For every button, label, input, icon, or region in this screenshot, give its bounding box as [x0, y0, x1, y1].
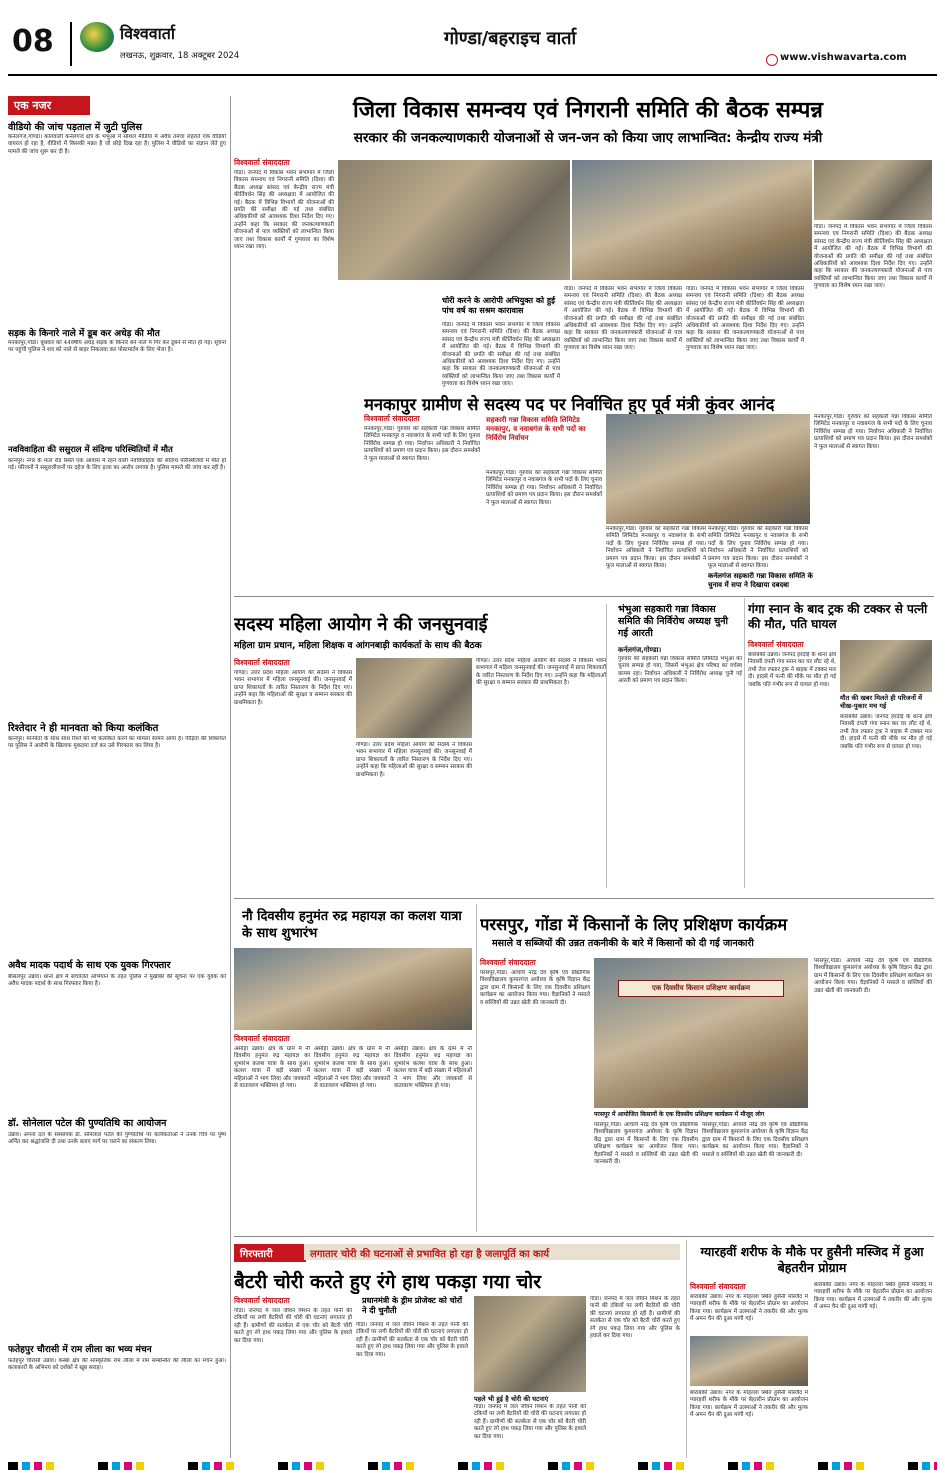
column-rule: [476, 904, 477, 1232]
mahila-body-column: गोण्डा। उत्तर प्रदेश महिला आयोग की सदस्य ने विकास भवन सभागार में महिला जनसुनवाई की। जनसुनवाई में प्राप्त शिकायतों के त्वरित निस्तारण के निर्देश दिए गए। उन्होंने कहा कि महिलाओं की सुरक्षा व सम्मान सरकार की प्राथमिकता है।: [356, 742, 472, 778]
prashikshan-photo: [594, 958, 808, 1108]
lead-body-column: गोंडा। जनपद में विकास भवन सभागार में जिला विकास समन्वय एवं निगरानी समिति (दिशा) की बैठक अध्यक्ष सांसद एवं केन्द्रीय राज्य मंत्री कीर्तिवर्धन सिंह की अध्यक्षता में आयोजित की गई। बैठक में विभिन्न विभागों की योजनाओं की प्रगति की समीक्षा की गई तथा संबंधित अधिकारियों को आवश्यक दिशा निर्देश दिए गए। उन्होंने कहा कि सरकार की जनकल्याणकारी योजनाओं से पात्र व्यक्तियों को लाभान्वित किया जाए तथा विकास कार्यों में गुणवत्ता का विशेष ध्यान रखा जाए।: [564, 286, 682, 352]
jalapurti-byline: विश्ववार्ता संवाददाता: [234, 1296, 290, 1305]
sidebar-item-title: फतेहपुर चौरासी में राम लीला का भव्य मंचन: [8, 1345, 152, 1355]
lead-sub-title: चोरी करने के आरोपी अभियुक्त को हुई पांच वर्ष का सश्रम कारावास: [442, 296, 556, 315]
husaini-byline: विश्ववार्ता संवाददाता: [690, 1282, 746, 1291]
sidebar-item-body: फतेहपुर चौरासी उन्नाव। कस्बा क्षेत्र की सांस्कृतिक राम लीला में राम सम्बन्धित की लीला का मंचन हुआ। कलाकारों के अभिनय को दर्शकों ने खूब सराहा।: [8, 1358, 226, 1372]
arrest-tag: गिरफ्तारी: [234, 1244, 306, 1262]
jalapurti-body-column: गोंडा। जनपद में जल जीवन मिशन के तहत पानी की टंकियों पर लगी बैटरियों की चोरी की घटनाएं लगातार हो रही हैं। ग्रामीणों की सतर्कता से एक चोर को बैटरी चोरी करते हुए रंगे हाथ पकड़ लिया गया और पुलिस के हवाले कर दिया गया।: [356, 1322, 468, 1358]
mankapur-body-column: मनकापुर,गोंडा। गुरुवार को सहकारी गन्ना विकास समिति लिमिटेड मनकापुर व नवाबगंज के सभी पदों के लिए चुनाव निर्विरोध सम्पन्न हो गया। निर्वाचन अधिकारी ने निर्वाचित प्रत्याशियों को प्रमाण पत्र प्रदान किया। इस दौरान समर्थकों ने फूल मालाओं से स्वागत किया।: [708, 526, 808, 570]
page-number: 08: [12, 24, 54, 59]
prashikshan-byline: विश्ववार्ता संवाददाता: [480, 958, 536, 967]
column-rule: [744, 598, 745, 888]
prashikshan-banner: एक दिवसीय किसान प्रशिक्षण कार्यक्रम: [618, 980, 784, 997]
prashikshan-headline: परसपुर, गोंडा में किसानों के लिए प्रशिक्षण कार्यक्रम: [480, 915, 788, 934]
paper-name: विश्ववार्ता: [120, 24, 176, 43]
lead-photo-meeting: [338, 160, 570, 280]
sidebar-item-title: नवविवाहिता की ससुराल में संदिग्ध परिस्थितियों में मौत: [8, 444, 173, 454]
hanuman-photo-temple: [234, 948, 472, 1030]
masthead: [8, 18, 937, 76]
lead-body-column: गोंडा। जनपद में विकास भवन सभागार में जिला विकास समन्वय एवं निगरानी समिति (दिशा) की बैठक अध्यक्ष सांसद एवं केन्द्रीय राज्य मंत्री कीर्तिवर्धन सिंह की अध्यक्षता में आयोजित की गई। बैठक में विभिन्न विभागों की योजनाओं की प्रगति की समीक्षा की गई तथा संबंधित अधिकारियों को आवश्यक दिशा निर्देश दिए गए। उन्होंने कहा कि सरकार की जनकल्याणकारी योजनाओं से पात्र व्यक्तियों को लाभान्वित किया जाए तथा विकास कार्यों में गुणवत्ता का विशेष ध्यान रखा जाए।: [814, 224, 932, 290]
website-link[interactable]: www.vishwavarta.com: [780, 52, 907, 63]
section-title: गोण्डा/बहराइच वार्ता: [444, 28, 577, 49]
jalapurti-body: गोंडा। जनपद में जल जीवन मिशन के तहत पानी की टंकियों पर लगी बैटरियों की चोरी की घटनाएं लगातार हो रही हैं। ग्रामीणों की सतर्कता से एक चोर को बैटरी चोरी करते हुए रंगे हाथ पकड़ लिया गया और पुलिस के हवाले कर दिया गया।: [234, 1308, 352, 1344]
column-rule: [686, 1240, 687, 1458]
jalapurti-headline: बैटरी चोरी करते हुए रंगे हाथ पकड़ा गया चोर: [234, 1271, 541, 1293]
ganga-photo: [840, 640, 932, 692]
section-rule: [234, 1236, 934, 1237]
sidebar-item-title: डॉ. सोनेलाल पटेल की पुण्यतिथि का आयोजन: [8, 1118, 167, 1129]
sidebar-item-body: कानपुर। नगर के माल रोड स्थित एक आवास में रहने वाली नवविवाहिता की संदिग्ध परिस्थितियों में मौत हो गई। परिजनों ने ससुरालीजनों पर दहेज के लिए हत्या का आरोप लगाया है। पुलिस मामले की जांच कर रही है।: [8, 458, 226, 472]
jalapurti-pull-quote: प्रधानमंत्री के ड्रीम प्रोजेक्ट को चोरों ने दी चुनौती: [362, 1296, 463, 1315]
column-rule: [606, 604, 607, 888]
mahila-body-column: गोण्डा। उत्तर प्रदेश महिला आयोग की सदस्य ने विकास भवन सभागार में महिला जनसुनवाई की। जनसुनवाई में प्राप्त शिकायतों के त्वरित निस्तारण के निर्देश दिए गए। उन्होंने कहा कि महिलाओं की सुरक्षा व सम्मान सरकार की प्राथमिकता है।: [476, 658, 606, 687]
hanuman-headline: नौ दिवसीय हनुमंत रुद्र महायज्ञ का कलश यात्रा के साथ शुभारंभ: [242, 909, 462, 941]
sidebar-item-body: बीसलपुर उन्नाव। थाना क्षेत्र में संचालित अभियान के तहत पुलिस ने मुखबिर की सूचना पर एक युवक को अवैध मादक पदार्थ के साथ गिरफ्तार किया है।: [8, 974, 226, 988]
lead-photo-portrait: [814, 160, 932, 220]
sidebar-item-title: रिश्तेदार ने ही मानवता को किया कलंकित: [8, 723, 159, 734]
hanuman-body: असोहा उन्नाव। क्षेत्र के ग्राम में नौ दिवसीय हनुमंत रुद्र महायज्ञ का शुभारंभ कलश यात्रा के साथ हुआ। कलश यात्रा में बड़ी संख्या में महिलाओं ने भाग लिया और जयकारों से वातावरण भक्तिमय हो गया।: [234, 1046, 310, 1090]
husaini-body-column: बाराबंकी उन्नाव। नगर के मोहल्ला स्थित हुसैनी मस्जिद में ग्यारहवीं शरीफ के मौके पर बेहतरीन प्रोग्राम का आयोजन किया गया। कार्यक्रम में उलमाओं ने तकरीर की और मुल्क में अमन चैन की दुआ मांगी गई।: [814, 1282, 932, 1311]
ganga-caption: मौत की खबर मिलते ही परिजनों में चीख-पुकार मच गई: [840, 694, 923, 710]
sidebar-ek-nazar: [8, 96, 231, 1458]
mankapur-body-column: मनकापुर,गोंडा। गुरुवार को सहकारी गन्ना विकास समिति लिमिटेड मनकापुर व नवाबगंज के सभी पदों के लिए चुनाव निर्विरोध सम्पन्न हो गया। निर्वाचन अधिकारी ने निर्वाचित प्रत्याशियों को प्रमाण पत्र प्रदान किया। इस दौरान समर्थकों ने फूल मालाओं से स्वागत किया।: [606, 526, 706, 570]
hanuman-body-column: असोहा उन्नाव। क्षेत्र के ग्राम में नौ दिवसीय हनुमंत रुद्र महायज्ञ का शुभारंभ कलश यात्रा के साथ हुआ। कलश यात्रा में बड़ी संख्या में महिलाओं ने भाग लिया और जयकारों से वातावरण भक्तिमय हो गया।: [314, 1046, 390, 1090]
prashikshan-photo-caption: परसपुर में आयोजित किसानों के एक दिवसीय प्रशिक्षण कार्यक्रम में मौजूद लोग: [594, 1111, 765, 1118]
sidebar-item-title: अवैध मादक पदार्थ के साथ एक युवक गिरफ्तार: [8, 960, 171, 971]
prashikshan-body: परसपुर,गोंडा। आचार्य नरेंद्र देव कृषि एवं प्रौद्योगिक विश्वविद्यालय कुमारगंज अयोध्या के कृषि विज्ञान केंद्र द्वारा ग्राम में किसानों के लिए एक दिवसीय प्रशिक्षण कार्यक्रम का आयोजन किया गया। वैज्ञानिकों ने मसाले व सब्जियों की उन्नत खेती की जानकारी दी।: [480, 970, 590, 1006]
registration-marks: [8, 1462, 937, 1470]
ganga-body: बाराबंकी उन्नाव। जनपद हरदोई के थाना क्षेत्र निवासी दंपती गंगा स्नान कर घर लौट रहे थे, तभी तेज रफ्तार ट्रक ने बाइक में टक्कर मार दी। हादसे में पत्नी की मौके पर मौत हो गई जबकि पति गंभीर रूप से घायल हो गया।: [748, 652, 836, 688]
sidebar-item-title: वीडियो की जांच पड़ताल में जुटी पुलिस: [8, 122, 142, 133]
sidebar-item-title: सड़क के किनारे नाले में डूब कर अधेड़ की मौत: [8, 329, 160, 339]
mahila-subhead: महिला ग्राम प्रधान, महिला शिक्षक व आंगनबाड़ी कार्यकर्ता के साथ की बैठक: [234, 641, 482, 651]
prashikshan-body-column: परसपुर,गोंडा। आचार्य नरेंद्र देव कृषि एवं प्रौद्योगिक विश्वविद्यालय कुमारगंज अयोध्या के कृषि विज्ञान केंद्र द्वारा ग्राम में किसानों के लिए एक दिवसीय प्रशिक्षण कार्यक्रम का आयोजन किया गया। वैज्ञानिकों ने मसाले व सब्जियों की उन्नत खेती की जानकारी दी।: [594, 1122, 698, 1166]
hanuman-byline: विश्ववार्ता संवाददाता: [234, 1034, 290, 1043]
lead-body-column: गोंडा। जनपद में विकास भवन सभागार में जिला विकास समन्वय एवं निगरानी समिति (दिशा) की बैठक अध्यक्ष सांसद एवं केन्द्रीय राज्य मंत्री कीर्तिवर्धन सिंह की अध्यक्षता में आयोजित की गई। बैठक में विभिन्न विभागों की योजनाओं की प्रगति की समीक्षा की गई तथा संबंधित अधिकारियों को आवश्यक दिशा निर्देश दिए गए। उन्होंने कहा कि सरकार की जनकल्याणकारी योजनाओं से पात्र व्यक्तियों को लाभान्वित किया जाए तथा विकास कार्यों में गुणवत्ता का विशेष ध्यान रखा जाए।: [442, 322, 560, 388]
prashikshan-subhead: मसाले व सब्जियों की उन्नत तकनीकी के बारे में किसानों को दी गई जानकारी: [492, 938, 754, 949]
sidebar-item-body: उन्नाव। अपना दल के संस्थापक डॉ. सोनेलाल पटेल की पुण्यतिथि पर कार्यकर्ताओं ने उनके चित्र पर पुष्प अर्पित कर श्रद्धांजलि दी तथा उनके बताए मार्ग पर चलने का संकल्प लिया।: [8, 1132, 226, 1146]
husaini-headline: ग्यारहवीं शरीफ के मौके पर हुसैनी मस्जिद में हुआ बेहतरीन प्रोग्राम: [700, 1244, 924, 1275]
jalapurti-body-column: गोंडा। जनपद में जल जीवन मिशन के तहत पानी की टंकियों पर लगी बैटरियों की चोरी की घटनाएं लगातार हो रही हैं। ग्रामीणों की सतर्कता से एक चोर को बैटरी चोरी करते हुए रंगे हाथ पकड़ लिया गया और पुलिस के हवाले कर दिया गया।: [474, 1404, 586, 1440]
dateline: लखनऊ, शुक्रवार, 18 अक्टूबर 2024: [120, 51, 240, 61]
jalapurti-photo-caption: पहले भी हुई है चोरी की घटनाएं: [474, 1395, 549, 1403]
ganga-headline: गंगा स्नान के बाद ट्रक की टक्कर से पत्नी की मौत, पति घायल: [748, 602, 928, 631]
bhambhua-byline: कर्नलगंज,गोण्डा।: [618, 646, 662, 654]
mankapur-body-column: मनकापुर,गोंडा। गुरुवार को सहकारी गन्ना विकास समिति लिमिटेड मनकापुर व नवाबगंज के सभी पदों के लिए चुनाव निर्विरोध सम्पन्न हो गया। निर्वाचन अधिकारी ने निर्वाचित प्रत्याशियों को प्रमाण पत्र प्रदान किया। इस दौरान समर्थकों ने फूल मालाओं से स्वागत किया।: [486, 470, 602, 506]
jalapurti-photo: [474, 1296, 586, 1392]
sidebar-item-body: कानपुर। मानवता के साथ साथ रिश्ते को भी कलंकित करने का मामला सामने आया है। पीड़िता की शिकायत पर पुलिस ने आरोपी के खिलाफ मुकदमा दर्ज कर उसे गिरफ्तार कर लिया है।: [8, 736, 226, 750]
mahila-photo: [356, 658, 472, 738]
jalapurti-kicker-bar: [304, 1244, 680, 1260]
husaini-body: बाराबंकी उन्नाव। नगर के मोहल्ला स्थित हुसैनी मस्जिद में ग्यारहवीं शरीफ के मौके पर बेहतरीन प्रोग्राम का आयोजन किया गया। कार्यक्रम में उलमाओं ने तकरीर की और मुल्क में अमन चैन की दुआ मांगी गई।: [690, 1294, 808, 1323]
globe-icon: [766, 54, 778, 66]
ganga-byline: विश्ववार्ता संवाददाता: [748, 640, 804, 649]
mankapur-headline: मनकापुर ग्रामीण से सदस्य पद पर निर्वाचित हुए पूर्व मंत्री कुंवर आनंद: [364, 395, 775, 414]
jalapurti-kicker: लगातार चोरी की घटनाओं से प्रभावित हो रहा है जलापूर्ति का कार्य: [310, 1249, 550, 1260]
sidebar-header: एक नजर: [8, 96, 90, 115]
sidebar-item-body: कर्नलगंज,गोण्डा। कोतवाली कर्नलगंज क्षेत्र के भंभुआ में सोशल मीडिया में अवैध तमंचा लहराते एक वीडियो वायरल हो रहा है, वीडियो में किसकी मन्नत है जो छोड़े दिख रहा है। पुलिस ने वीडियो का संज्ञान लेते हुए मामले की जांच शुरू कर दी है।: [8, 134, 226, 155]
husaini-photo: [690, 1336, 808, 1386]
lead-byline: विश्ववार्ता संवाददाता: [234, 158, 290, 167]
bhambhua-body: गुरुवार को सहकारी गन्ना विकास समिति लिमिटेड भंभुआ का चुनाव सम्पन्न हो गया, जिसमें भंभुआ क्षेत्र परिषद का वर्चस्व कायम रहा। निर्वाचन अधिकारी ने निर्विरोध अध्यक्ष चुनी गई आरती को प्रमाण पत्र प्रदान किया।: [618, 656, 742, 685]
prashikshan-body-column: परसपुर,गोंडा। आचार्य नरेंद्र देव कृषि एवं प्रौद्योगिक विश्वविद्यालय कुमारगंज अयोध्या के कृषि विज्ञान केंद्र द्वारा ग्राम में किसानों के लिए एक दिवसीय प्रशिक्षण कार्यक्रम का आयोजन किया गया। वैज्ञानिकों ने मसाले व सब्जियों की उन्नत खेती की जानकारी दी।: [814, 958, 932, 994]
hanuman-body-column: असोहा उन्नाव। क्षेत्र के ग्राम में नौ दिवसीय हनुमंत रुद्र महायज्ञ का शुभारंभ कलश यात्रा के साथ हुआ। कलश यात्रा में बड़ी संख्या में महिलाओं ने भाग लिया और जयकारों से वातावरण भक्तिमय हो गया।: [394, 1046, 472, 1090]
section-rule: [234, 898, 934, 899]
lead-photo-ribbon: [572, 160, 812, 280]
mankapur-body: मनकापुर,गोंडा। गुरुवार को सहकारी गन्ना विकास समिति लिमिटेड मनकापुर व नवाबगंज के सभी पदों के लिए चुनाव निर्विरोध सम्पन्न हो गया। निर्वाचन अधिकारी ने निर्वाचित प्रत्याशियों को प्रमाण पत्र प्रदान किया। इस दौरान समर्थकों ने फूल मालाओं से स्वागत किया।: [364, 426, 480, 462]
mahila-headline: सदस्य महिला आयोग ने की जनसुनवाई: [234, 614, 488, 635]
mankapur-body-column: मनकापुर,गोंडा। गुरुवार को सहकारी गन्ना विकास समिति लिमिटेड मनकापुर व नवाबगंज के सभी पदों के लिए चुनाव निर्विरोध सम्पन्न हो गया। निर्वाचन अधिकारी ने निर्वाचित प्रत्याशियों को प्रमाण पत्र प्रदान किया। इस दौरान समर्थकों ने फूल मालाओं से स्वागत किया।: [814, 414, 932, 450]
mahila-byline: विश्ववार्ता संवाददाता: [234, 658, 290, 667]
mankapur-byline: विश्ववार्ता संवाददाता: [364, 414, 420, 423]
lead-body: गोंडा। जनपद में विकास भवन सभागार में जिला विकास समन्वय एवं निगरानी समिति (दिशा) की बैठक अध्यक्ष सांसद एवं केन्द्रीय राज्य मंत्री कीर्तिवर्धन सिंह की अध्यक्षता में आयोजित की गई। बैठक में विभिन्न विभागों की योजनाओं की प्रगति की समीक्षा की गई तथा संबंधित अधिकारियों को आवश्यक दिशा निर्देश दिए गए। उन्होंने कहा कि सरकार की जनकल्याणकारी योजनाओं से पात्र व्यक्तियों को लाभान्वित किया जाए तथा विकास कार्यों में गुणवत्ता का विशेष ध्यान रखा जाए।: [234, 170, 334, 251]
lead-body-column: गोंडा। जनपद में विकास भवन सभागार में जिला विकास समन्वय एवं निगरानी समिति (दिशा) की बैठक अध्यक्ष सांसद एवं केन्द्रीय राज्य मंत्री कीर्तिवर्धन सिंह की अध्यक्षता में आयोजित की गई। बैठक में विभिन्न विभागों की योजनाओं की प्रगति की समीक्षा की गई तथा संबंधित अधिकारियों को आवश्यक दिशा निर्देश दिए गए। उन्होंने कहा कि सरकार की जनकल्याणकारी योजनाओं से पात्र व्यक्तियों को लाभान्वित किया जाए तथा विकास कार्यों में गुणवत्ता का विशेष ध्यान रखा जाए।: [686, 286, 804, 352]
ganga-body-column: बाराबंकी उन्नाव। जनपद हरदोई के थाना क्षेत्र निवासी दंपती गंगा स्नान कर घर लौट रहे थे, तभी तेज रफ्तार ट्रक ने बाइक में टक्कर मार दी। हादसे में पत्नी की मौके पर मौत हो गई जबकि पति गंभीर रूप से घायल हो गया।: [840, 714, 932, 750]
section-rule: [234, 596, 934, 597]
sidebar-item-body: मनकापुर,गोंडा। बुधवार को 44वर्षीय अधेड़ सड़क के किनारे बने नाले में गिर कर डूबने से मौत हो गई। सूचना पर पहुंची पुलिस ने शव को नाले से बाहर निकलवा कर पोस्टमार्टम के लिए भेजा है।: [8, 340, 226, 354]
jalapurti-body-column: गोंडा। जनपद में जल जीवन मिशन के तहत पानी की टंकियों पर लगी बैटरियों की चोरी की घटनाएं लगातार हो रही हैं। ग्रामीणों की सतर्कता से एक चोर को बैटरी चोरी करते हुए रंगे हाथ पकड़ लिया गया और पुलिस के हवाले कर दिया गया।: [590, 1296, 680, 1340]
mankapur-kicker: सहकारी गन्ना विकास समिति लिमिटेड मनकापुर, व नवाबगंज के सभी पदों का निर्विरोध निर्वाचन: [486, 416, 586, 442]
prashikshan-body-column: परसपुर,गोंडा। आचार्य नरेंद्र देव कृषि एवं प्रौद्योगिक विश्वविद्यालय कुमारगंज अयोध्या के कृषि विज्ञान केंद्र द्वारा ग्राम में किसानों के लिए एक दिवसीय प्रशिक्षण कार्यक्रम का आयोजन किया गया। वैज्ञानिकों ने मसाले व सब्जियों की उन्नत खेती की जानकारी दी।: [702, 1122, 808, 1158]
mankapur-photo: [606, 414, 810, 524]
brand-logo-icon: [80, 22, 114, 52]
mahila-body: गोण्डा। उत्तर प्रदेश महिला आयोग की सदस्य ने विकास भवन सभागार में महिला जनसुनवाई की। जनसुनवाई में प्राप्त शिकायतों के त्वरित निस्तारण के निर्देश दिए गए। उन्होंने कहा कि महिलाओं की सुरक्षा व सम्मान सरकार की प्राथमिकता है।: [234, 670, 352, 706]
mankapur-sub-title: कर्नलगंज सहकारी गन्ना विकास समिति के चुनाव में सपा ने दिखाया दबदबा: [708, 572, 813, 589]
husaini-body-column: बाराबंकी उन्नाव। नगर के मोहल्ला स्थित हुसैनी मस्जिद में ग्यारहवीं शरीफ के मौके पर बेहतरीन प्रोग्राम का आयोजन किया गया। कार्यक्रम में उलमाओं ने तकरीर की और मुल्क में अमन चैन की दुआ मांगी गई।: [690, 1390, 808, 1419]
lead-subhead: सरकार की जनकल्याणकारी योजनाओं से जन-जन को किया जाए लाभान्वित: केन्द्रीय राज्य मंत्री: [353, 130, 823, 146]
masthead-divider: [70, 22, 72, 66]
lead-headline: जिला विकास समन्वय एवं निगरानी समिति की बैठक सम्पन्न: [353, 98, 823, 123]
bhambhua-headline: भंभुआ सहकारी गन्ना विकास समिति की निर्विरोध अध्यक्ष चुनी गई आरती: [618, 604, 729, 639]
